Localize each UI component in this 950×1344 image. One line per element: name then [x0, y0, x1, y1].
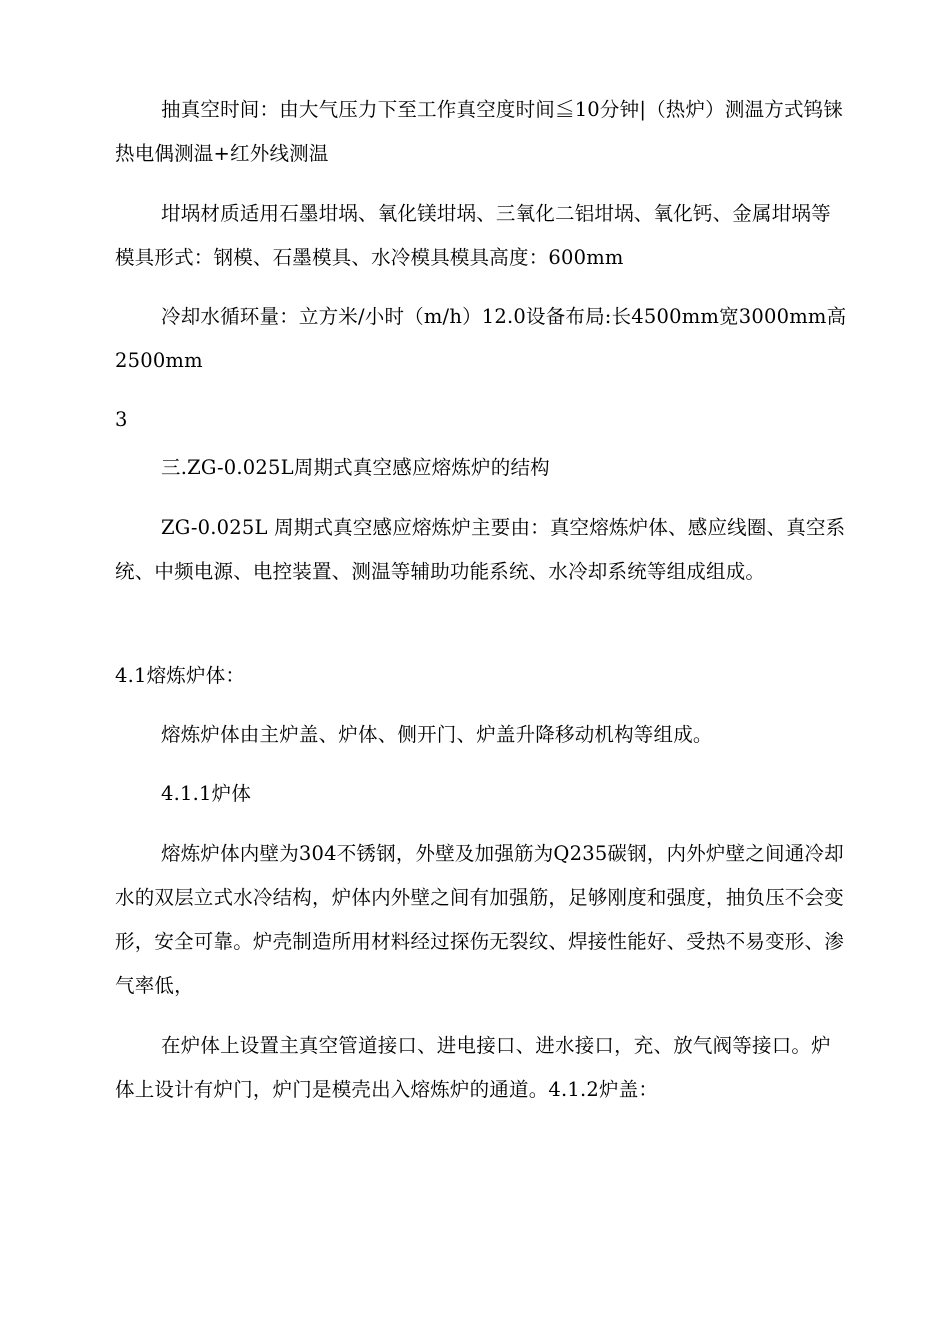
paragraph-furnace-body-composition: 熔炼炉体由主炉盖、炉体、侧开门、炉盖升降移动机构等组成。	[161, 723, 713, 746]
paragraph-main-components: ZG-0.025L 周期式真空感应熔炼炉主要由：真空熔炼炉体、感应线圈、真空系统、中频电源、电控装置、测温等辅助功能系统、水冷却系统等组成组成。	[115, 516, 846, 583]
paragraph-crucible-material: 坩埚材质适用石墨坩埚、氧化镁坩埚、三氧化二铝坩埚、氧化钙、金属坩埚等模具形式：钢模、石墨模具、水冷模具模具高度：600mm	[115, 202, 831, 269]
paragraph-interfaces: 在炉体上设置主真空管道接口、进电接口、进水接口，充、放气阀等接口。炉体上设计有炉门，炉门是模壳出入熔炼炉的通道。4.1.2炉盖：	[115, 1034, 831, 1101]
section-heading-structure: 三.ZG-0.025L周期式真空感应熔炼炉的结构	[161, 456, 550, 479]
paragraph-vacuum-time: 抽真空时间：由大气压力下至工作真空度时间≦10分钟|（热炉）测温方式钨铼热电偶测温+红外线测温	[115, 98, 844, 165]
heading-4-1: 4.1熔炼炉体：	[115, 664, 246, 687]
paragraph-furnace-wall: 熔炼炉体内壁为304不锈钢，外壁及加强筋为Q235碳钢，内外炉壁之间通冷却水的双层立式水冷结构，炉体内外壁之间有加强筋，足够刚度和强度，抽负压不会变形，安全可靠。炉壳制造所用材料经过探伤无裂纹、焊接性能好、受热不易变形、渗气率低，	[115, 842, 844, 997]
heading-4-1-1: 4.1.1炉体	[161, 782, 252, 805]
page-number: 3	[115, 408, 128, 431]
paragraph-cooling-water: 冷却水循环量：立方米/小时（m/h）12.0设备布局:长4500mm宽3000mm高2500mm	[115, 305, 847, 372]
